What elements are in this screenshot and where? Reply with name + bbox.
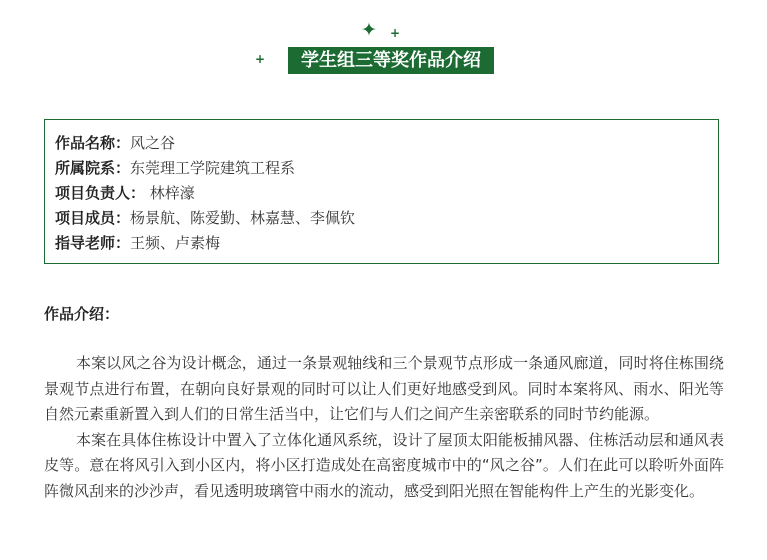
- section-heading: 作品介绍：: [44, 305, 120, 323]
- plus-icon: +: [255, 52, 266, 66]
- info-row-advisors: [55, 231, 718, 256]
- info-label: 所属院系：: [55, 159, 131, 177]
- info-value: 林梓濠: [145, 184, 195, 202]
- plus-icon: +: [390, 26, 401, 40]
- info-value: 东莞理工学院建筑工程系: [130, 159, 296, 177]
- project-info-box: [44, 119, 719, 264]
- info-value: 杨景航、陈爱勤、林嘉慧、李佩钦: [130, 209, 356, 227]
- info-row-name: [55, 131, 718, 156]
- info-label: 作品名称：: [55, 134, 131, 152]
- intro-text: [44, 351, 724, 504]
- info-label: 项目成员：: [55, 209, 131, 227]
- info-label: 指导老师：: [55, 234, 131, 252]
- info-value: 王频、卢素梅: [130, 234, 221, 252]
- intro-paragraph: 本案在具体住栋设计中置入了立体化通风系统，设计了屋顶太阳能板捕风器、住栋活动层和通风表皮等。意在将风引入到小区内，将小区打造成处在高密度城市中的“风之谷”。人们在此可以聆听外面阵阵微风刮来的沙沙声，看见透明玻璃管中雨水的流动，感受到阳光照在智能构件上产生的光影变化。: [44, 430, 724, 500]
- info-row-leader: [55, 181, 718, 206]
- info-label: 项目负责人：: [55, 184, 146, 202]
- star-icon: ✦: [361, 19, 377, 41]
- intro-paragraph: 本案以风之谷为设计概念，通过一条景观轴线和三个景观节点形成一条通风廊道，同时将住栋围绕景观节点进行布置，在朝向良好景观的同时可以让人们更好地感受到风。同时本案将风、雨水、阳光等自然元素重新置入到人们的日常生活当中，让它们与人们之间产生亲密联系的同时节约能源。: [44, 354, 724, 423]
- info-row-members: [55, 206, 718, 231]
- page-title: 学生组三等奖作品介绍: [288, 47, 494, 74]
- info-row-department: [55, 156, 718, 181]
- info-value: 风之谷: [130, 134, 176, 152]
